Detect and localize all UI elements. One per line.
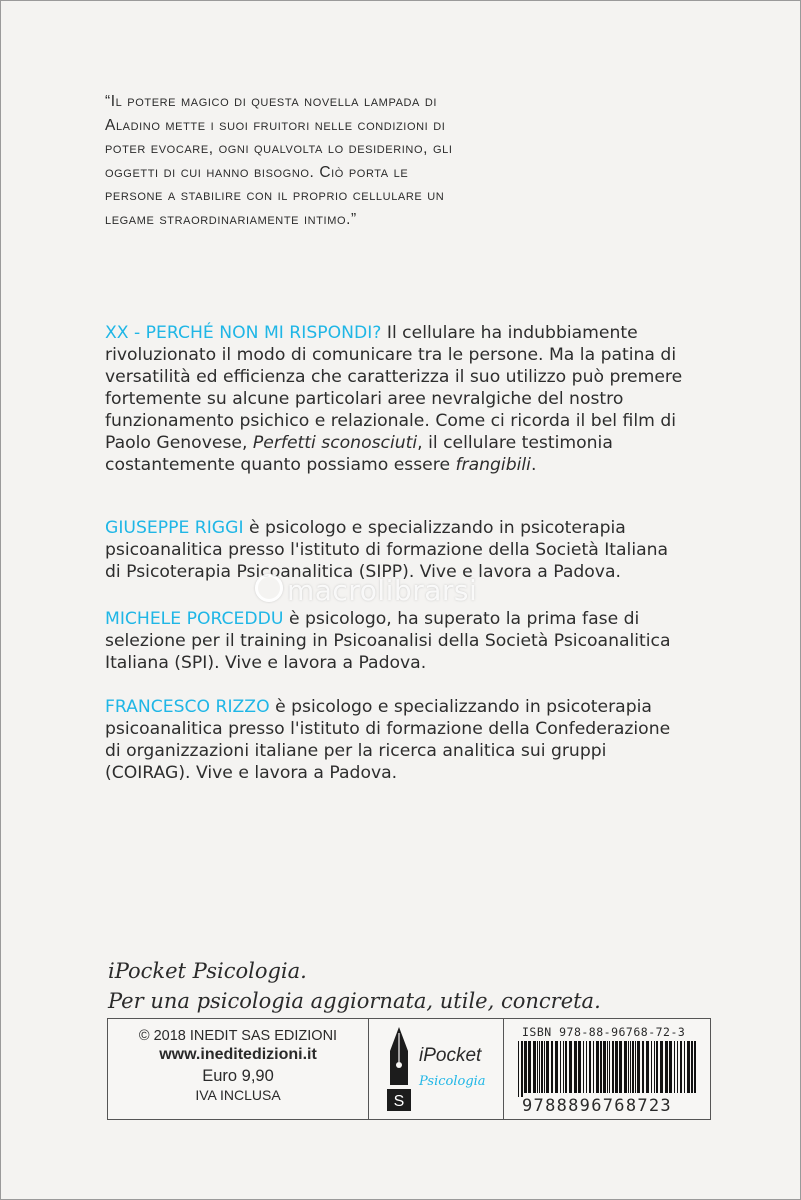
quote-line: Aladino mette i suoi fruitori nelle condizioni di <box>105 116 446 134</box>
series-tagline <box>108 956 601 1016</box>
watermark <box>255 574 477 607</box>
barcode-bar <box>537 1041 538 1093</box>
author-name: MICHELE PORCEDDU <box>105 609 284 629</box>
synopsis-text: funzionamento psichico e relazionale. Come ci ricorda il bel film di <box>105 411 677 431</box>
watermark-text: macrolibrarsi <box>287 574 478 607</box>
barcode-bar <box>518 1041 519 1097</box>
author-name: GIUSEPPE RIGGI <box>105 518 244 538</box>
barcode-bar <box>646 1041 649 1093</box>
barcode-bar <box>569 1041 572 1093</box>
barcode-bar <box>651 1041 652 1093</box>
barcode-bar <box>528 1041 531 1093</box>
barcode-bar <box>691 1041 693 1093</box>
barcode-bar <box>632 1041 634 1093</box>
emphasis-word: frangibili <box>455 455 531 475</box>
synopsis-text: rivoluzionato il modo di comunicare tra le persone. Ma la patina di <box>105 345 677 365</box>
barcode-bar <box>521 1041 523 1097</box>
author-bio-text: psicoanalitica presso l'istituto di formazione della Società Italiana <box>105 540 669 560</box>
quote-line: poter evocare, ogni qualvolta lo desiderino, gli <box>105 140 453 157</box>
barcode-bar <box>660 1041 663 1093</box>
barcode-bar <box>565 1041 567 1093</box>
synopsis-text: versatilità ed efficienza che caratterizza il suo utilizzo può premere <box>105 367 683 387</box>
barcode-bar <box>630 1041 631 1093</box>
barcode-bar <box>665 1041 668 1093</box>
quote-line: legame straordinariamente intimo.” <box>105 210 357 228</box>
barcode-bar <box>680 1041 682 1093</box>
author-bio-text: è psicologo, ha superato la prima fase di <box>283 609 640 629</box>
watermark-logo-icon <box>255 574 283 602</box>
series-logo <box>369 1019 504 1119</box>
synopsis-text: Paolo Genovese, <box>105 433 253 453</box>
author-bio-text: (COIRAG). Vive e lavora a Padova. <box>105 763 398 783</box>
barcode-bar <box>583 1041 584 1093</box>
barcode-bar <box>578 1041 581 1093</box>
barcode-bar <box>635 1041 636 1093</box>
author-bio-text: di organizzazioni italiane per la ricerca analitica sui gruppi <box>105 741 607 761</box>
ean-number: 9788896768723 <box>522 1096 672 1116</box>
vat-note: IVA INCLUSA <box>195 1087 281 1103</box>
author-bio-text: è psicologo e specializzando in psicoterapia <box>269 697 652 717</box>
quote-line: “Il potere magico di questa novella lampada di <box>105 93 438 110</box>
synopsis-text: , il cellulare testimonia <box>417 433 613 453</box>
back-cover-quote <box>105 90 705 231</box>
barcode-bar <box>600 1041 602 1093</box>
isbn-label: ISBN 978-88-96768-72-3 <box>522 1025 686 1039</box>
website-link[interactable]: www.ineditedizioni.it <box>159 1046 317 1063</box>
barcode-bar <box>684 1041 685 1093</box>
publisher-info <box>108 1019 369 1119</box>
barcode-bar <box>563 1041 564 1093</box>
logo-subtitle: Psicologia <box>419 1074 486 1089</box>
author-bio-text: selezione per il training in Psicoanalisi della Società Psicoanalitica <box>105 631 671 651</box>
barcode-bar <box>574 1041 577 1093</box>
copyright: © 2018 INEDIT SAS EDIZIONI <box>138 1028 338 1044</box>
barcode-bar <box>546 1041 549 1093</box>
author-name: FRANCESCO RIZZO <box>105 697 270 717</box>
author-bio-text: psicoanalitica presso l'istituto di formazione della Confederazione <box>105 719 671 739</box>
author-bio-porceddu <box>105 608 671 674</box>
synopsis-text: costantemente quanto possiamo essere <box>105 455 456 475</box>
info-box <box>107 1018 711 1120</box>
barcode-bar <box>609 1041 610 1093</box>
barcode-bar <box>628 1041 629 1093</box>
barcode-bar <box>607 1041 608 1093</box>
synopsis-paragraph <box>105 322 682 476</box>
barcode-bar <box>593 1041 594 1093</box>
barcode-bar <box>619 1041 622 1093</box>
barcode-bar <box>677 1041 678 1093</box>
pen-nib-icon <box>384 1025 416 1113</box>
barcode <box>516 1041 698 1097</box>
barcode-bar <box>674 1041 675 1093</box>
barcode-bar <box>551 1041 553 1093</box>
barcode-bar <box>560 1041 561 1093</box>
barcode-bar <box>656 1041 658 1093</box>
barcode-bar <box>642 1041 644 1093</box>
book-title: XX - PERCHÉ NON MI RISPONDI? <box>105 323 382 343</box>
barcode-bar <box>612 1041 614 1093</box>
barcode-bar <box>694 1041 696 1093</box>
barcode-bar <box>603 1041 606 1093</box>
barcode-bar <box>669 1041 672 1093</box>
film-title: Perfetti sconosciuti <box>252 433 418 453</box>
quote-line: oggetti di cui hanno bisogno. Ciò porta le <box>105 163 409 181</box>
author-bio-text: Italiana (SPI). Vive e lavora a Padova. <box>105 653 427 673</box>
barcode-panel <box>504 1019 710 1119</box>
barcode-bar <box>687 1041 690 1093</box>
barcode-bar <box>533 1041 536 1093</box>
barcode-bar <box>654 1041 655 1093</box>
synopsis-text: Il cellulare ha indubbiamente <box>381 323 638 343</box>
barcode-bar <box>524 1041 527 1093</box>
barcode-bar <box>541 1041 543 1093</box>
logo-brand: iPocket <box>419 1045 482 1066</box>
barcode-bar <box>544 1041 545 1093</box>
barcode-bar <box>596 1041 599 1093</box>
barcode-bar <box>586 1041 587 1093</box>
logo-letter: S <box>393 1093 405 1110</box>
tagline-line: iPocket Psicologia. <box>108 959 307 983</box>
synopsis-text: . <box>530 455 537 475</box>
quote-line: persone a stabilire con il proprio cellulare un <box>105 187 445 204</box>
synopsis-text: fortemente su alcune particolari aree nevralgiche del nostro <box>105 389 624 409</box>
price: Euro 9,90 <box>202 1067 274 1085</box>
barcode-bar <box>637 1041 640 1093</box>
tagline-line: Per una psicologia aggiornata, utile, concreta. <box>108 989 601 1013</box>
barcode-bar <box>615 1041 618 1093</box>
barcode-bar <box>624 1041 627 1093</box>
barcode-bar <box>539 1041 540 1093</box>
barcode-bar <box>555 1041 558 1093</box>
author-bio-text: di Psicoterapia Psicoanalitica (SIPP). Vive e lavora a Padova. <box>105 562 621 582</box>
barcode-bar <box>589 1041 591 1093</box>
author-bio-rizzo <box>105 696 670 784</box>
author-bio-text: è psicologo e specializzando in psicoterapia <box>243 518 626 538</box>
